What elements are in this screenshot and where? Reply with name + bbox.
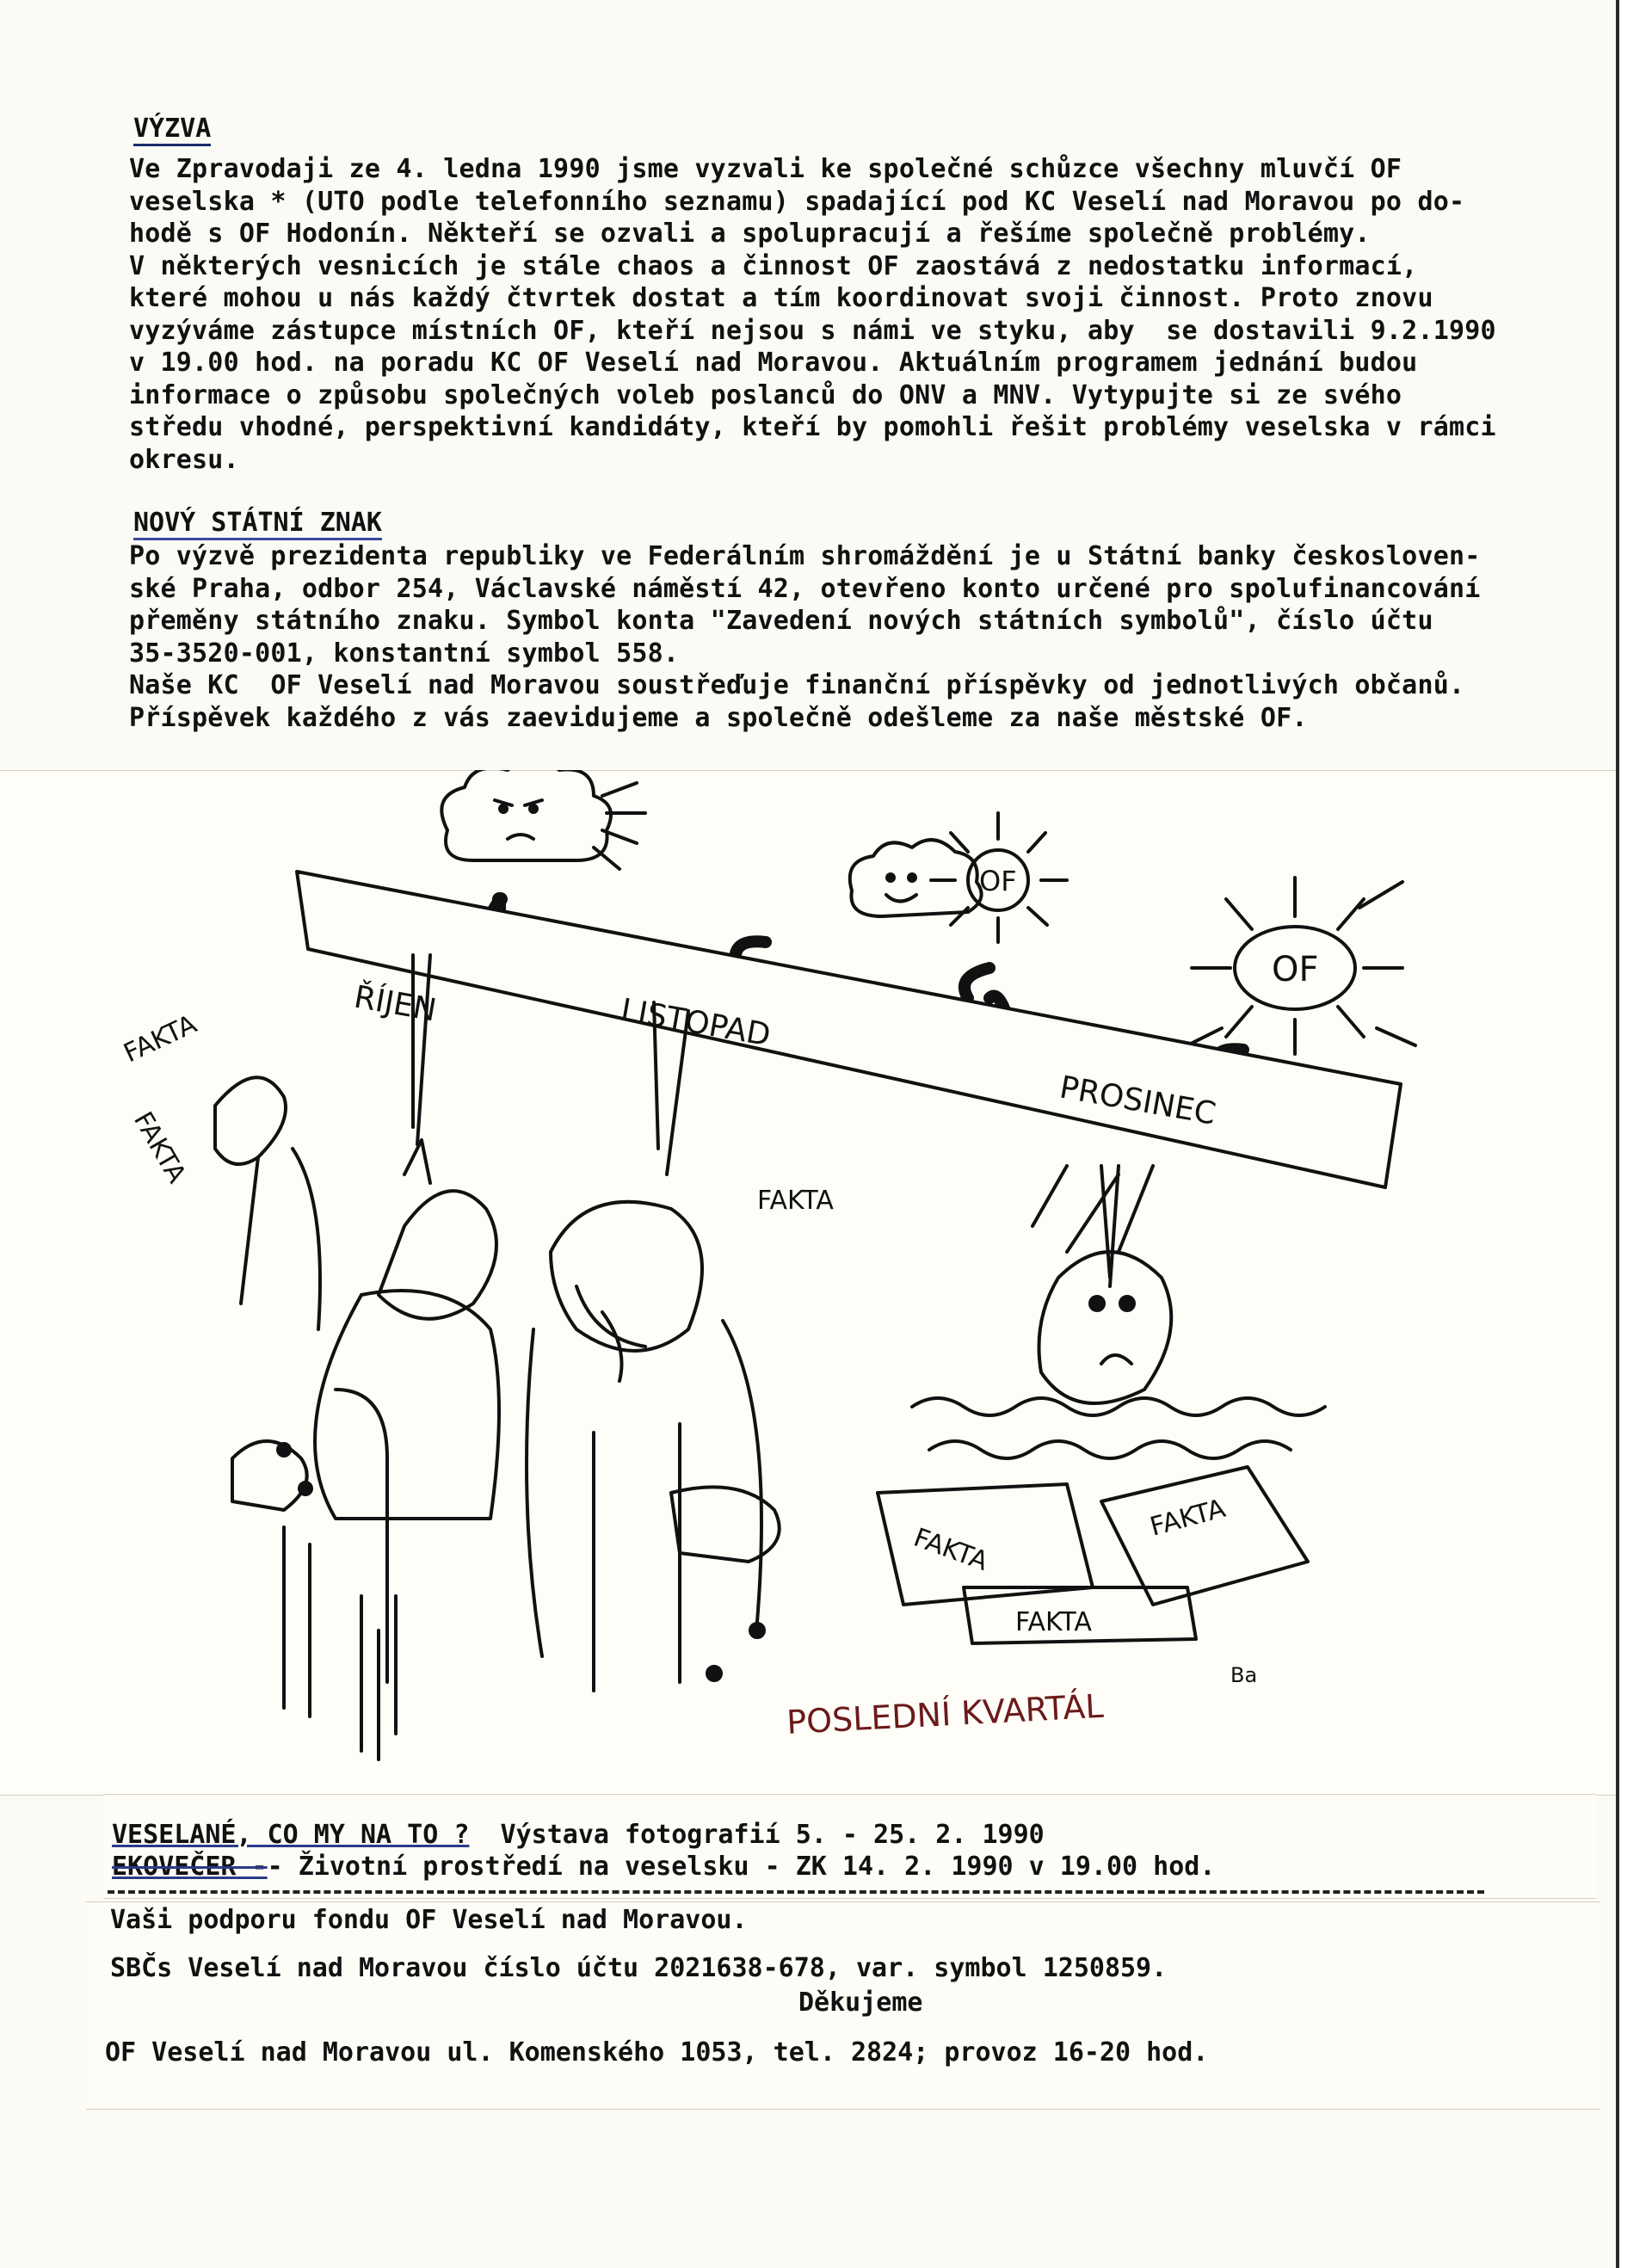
figure-middle-icon — [527, 1202, 780, 1691]
month-listopad: LISTOPAD — [618, 992, 774, 1054]
sign-pole-right — [1101, 1166, 1119, 1286]
event-ekovecer-title: EKOVEČER - — [112, 1852, 268, 1882]
dashed-divider — [108, 1890, 1484, 1894]
event-exhibition — [112, 1820, 1045, 1850]
event-ekovecer-text: - Životní prostředí na veselsku - ZK 14. 2. 1990 v 19.00 hod. — [267, 1852, 1216, 1882]
scan-margin — [1619, 0, 1652, 2268]
figure-left-icon — [215, 1077, 499, 1760]
fakta-label-6: FAKTA — [1015, 1607, 1092, 1637]
fakta-label-2: FAKTA — [127, 1106, 192, 1188]
paragraph-novy-statni-znak: Po výzvě prezidenta republiky ve Federálním shromáždění je u Státní banky českosloven- ské Praha, odbor 254, Václavské náměstí 42, otevřeno konto určené pro spolufinancování přeměny státního znaku. Symbol konta "Zavedení nových státních symbolů", číslo účtu 35-3520-001, konstantní symbol 558. Naše KC OF Veselí nad Moravou soustřeďuje finanční příspěvky od jednotlivých občanů. Příspěvek každého z vás zaevidujeme a společně odešleme za naše městské OF. — [129, 541, 1481, 733]
sun-label-large: OF — [1272, 950, 1319, 989]
fakta-label-4: FAKTA — [909, 1522, 992, 1577]
support-thanks: Děkujeme — [798, 1988, 923, 2018]
fakta-label-1: FAKTA — [119, 1008, 201, 1069]
event-exhibition-title: VESELANÉ, CO MY NA TO ? — [112, 1820, 470, 1850]
fakta-label-3: FAKTA — [757, 1186, 834, 1216]
cartoon-illustration — [0, 770, 1616, 1794]
month-rijen: ŘÍJEN — [351, 979, 440, 1029]
cartoon-signature: Ba — [1230, 1663, 1258, 1687]
sign-pole-left — [413, 955, 430, 1144]
fakta-label-5: FAKTA — [1147, 1493, 1229, 1543]
support-account-line: SBČs Veselí nad Moravou číslo účtu 2021638-678, var. symbol 1250859. — [110, 1953, 1168, 1983]
event-exhibition-text: Výstava fotografií 5. - 25. 2. 1990 — [469, 1820, 1045, 1850]
support-contact: OF Veselí nad Moravou ul. Komenského 1053, tel. 2824; provoz 16-20 hod. — [105, 2037, 1209, 2068]
months-sign — [297, 872, 1401, 1187]
paragraph-vyzva: Ve Zpravodaji ze 4. ledna 1990 jsme vyzvali ke společné schůzce všechny mluvčí OF veselska * (UTO podle telefonního seznamu) spadající pod KC Veselí nad Moravou po do- hodě s OF Hodonín. Někteří se ozvali a spolupracují a řešíme společně problémy. V některých vesnicích je stále chaos a činnost OF zaostává z nedostatku informací, které mohou u nás každý čtvrtek dostat a tím koordinovat svoji činnost. Proto znovu vyzýváme zástupce místních OF, kteří nejsou s námi ve styku, aby se dostavili 9.2.1990 v 19.00 hod. na poradu KC OF Veselí nad Moravou. Aktuálním programem jednání budou informace o způsobu společných voleb poslanců do ONV a MNV. Vytypujte si ze svého středu vhodné, perspektivní kandidáty, kteří by pomohli řešit problémy veselska v rámci okresu. — [129, 154, 1496, 475]
event-ekovecer — [112, 1852, 1215, 1882]
support-fund-line: Vaši podporu fondu OF Veselí nad Moravou. — [110, 1905, 748, 1935]
heading-vyzva: VÝZVA — [133, 114, 211, 146]
heading-novy-statni-znak: NOVÝ STÁTNÍ ZNAK — [133, 508, 382, 540]
figure-right-icon — [878, 1166, 1325, 1643]
sun-label-small: OF — [979, 865, 1017, 897]
happy-cloud-icon — [850, 840, 982, 916]
grumpy-cloud-icon — [441, 770, 645, 869]
month-prosinec: PROSINEC — [1057, 1069, 1219, 1132]
cartoon-caption: POSLEDNÍ KVARTÁL — [786, 1686, 1105, 1741]
